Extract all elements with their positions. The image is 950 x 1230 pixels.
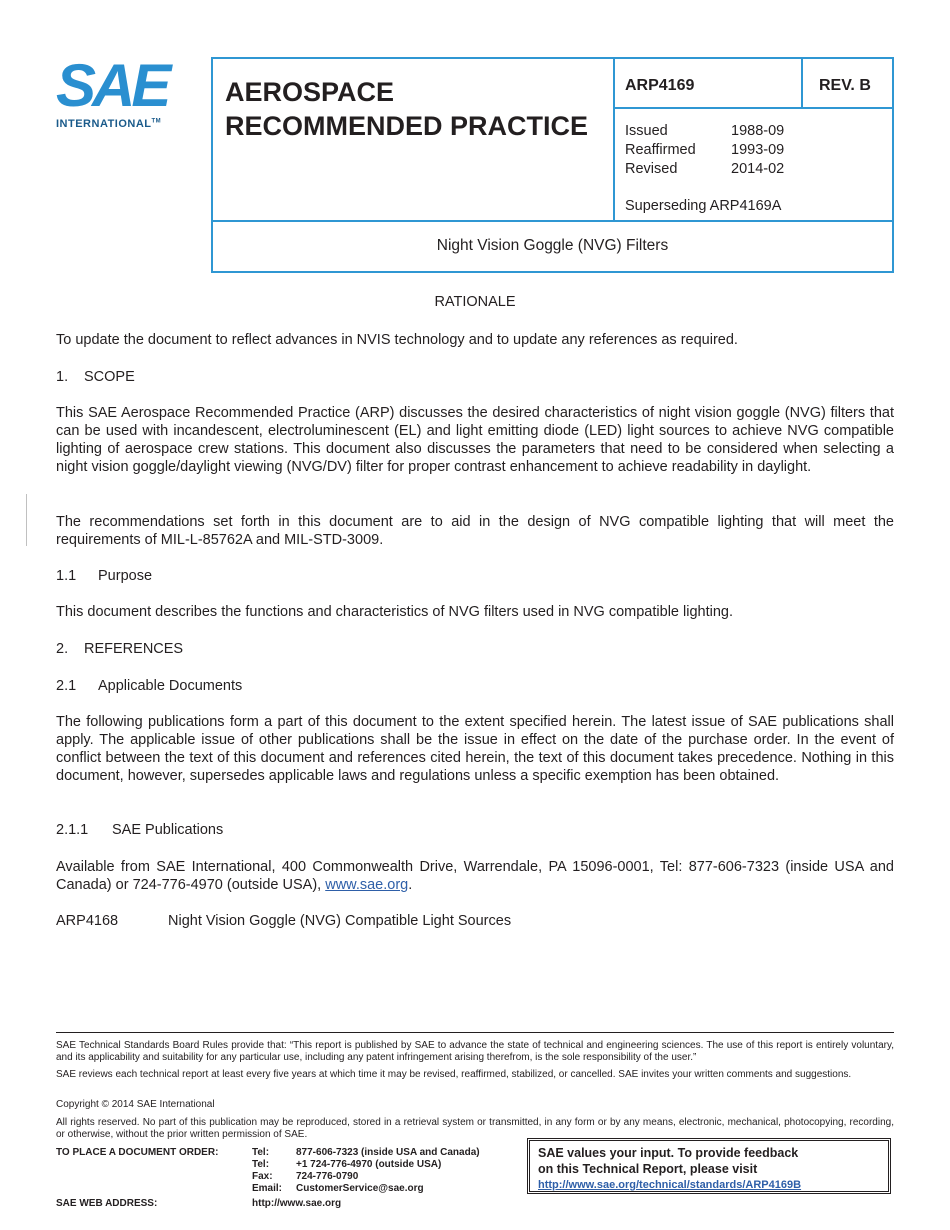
header-divider-rev [801, 59, 803, 109]
tel-label: Tel: [252, 1147, 270, 1158]
section-number: 2. [56, 641, 69, 657]
scope-paragraph-1: This SAE Aerospace Recommended Practice (ARP) discusses the desired characteristics of night vision goggle (NVG) filters that can be used with incandescent, electroluminescent (EL) and light emitting diode (LED) light sources to achieve NVG compatible lighting of aerospace crew stations. This document also discusses the parameters that need to be considered when selecting a night vision goggle/daylight viewing (NVG/DV) filter for proper contrast enhancement to achieve readability in daylight. [56, 405, 894, 475]
fax-label: Fax: [252, 1171, 273, 1182]
scope-paragraph-2: The recommendations set forth in this document are to aid in the design of NVG compatible lighting that will meet the requirements of MIL-L-85762A and MIL-STD-3009. [56, 514, 894, 548]
header-divider-horizontal [613, 107, 892, 109]
revised-date: 2014-02 [731, 161, 785, 177]
reaffirmed-label: Reaffirmed [625, 142, 696, 158]
purpose-paragraph: This document describes the functions and characteristics of NVG filters used in NVG compatible lighting. [56, 604, 733, 620]
superseding-note: Superseding ARP4169A [625, 198, 782, 214]
section-title: REFERENCES [84, 641, 184, 657]
document-type-title [225, 75, 588, 143]
applicable-documents-paragraph: The following publications form a part of this document to the extent specified herein. The latest issue of SAE publications shall apply. The applicable issue of other publications shall be the issue in effect on the date of the purchase order. In the event of conflict between the text of this document and references cited herein, the text of this document takes precedence. Nothing in this document, however, supersedes applicable laws and regulations unless a specific exemption has been obtained. [56, 714, 894, 784]
section-number: 1.1 [56, 568, 77, 584]
date-values [731, 122, 784, 179]
reference-entry [56, 912, 511, 930]
order-label: TO PLACE A DOCUMENT ORDER: [56, 1147, 219, 1158]
section-number: 2.1.1 [56, 822, 89, 838]
sae-website-link[interactable]: www.sae.org [325, 877, 409, 893]
logo-subtitle-text: INTERNATIONAL [56, 118, 152, 130]
standards-board-rules: SAE Technical Standards Board Rules provide that: “This report is published by SAE to advance the state of technical and engineering sciences. The use of this report is entirely voluntary, and its applicability and suitability for any particular use, including any patent infringement arising therefrom, is the sole responsibility of the user.” [56, 1040, 894, 1063]
web-address-label: SAE WEB ADDRESS: [56, 1198, 158, 1209]
tel-value: 877-606-7323 (inside USA and Canada) [296, 1147, 480, 1158]
contact-labels [252, 1147, 282, 1195]
margin-mark [26, 494, 27, 546]
section-title: SCOPE [84, 369, 135, 385]
section-1-1-heading [56, 567, 152, 585]
issued-date: 1988-09 [731, 123, 785, 139]
feedback-link[interactable]: http://www.sae.org/technical/standards/ARP4169B [538, 1179, 802, 1191]
document-number: ARP4169 [625, 77, 695, 94]
availability-end: . [408, 877, 413, 893]
reference-title: Night Vision Goggle (NVG) Compatible Light Sources [168, 913, 512, 929]
section-title: SAE Publications [112, 822, 224, 838]
sae-logo [56, 52, 186, 136]
revised-label: Revised [625, 161, 678, 177]
header-divider-vertical [613, 59, 615, 222]
review-notice: SAE reviews each technical report at least every five years at which time it may be revised, reaffirmed, stabilized, or cancelled. SAE invites your written comments and suggestions. [56, 1069, 852, 1080]
document-header-box [211, 57, 894, 273]
feedback-line-1: SAE values your input. To provide feedback [538, 1146, 799, 1160]
reference-code: ARP4168 [56, 913, 119, 929]
tel2-label: Tel: [252, 1159, 270, 1170]
section-2-1-heading [56, 677, 242, 695]
revision-label: REV. B [819, 77, 871, 94]
web-address-link[interactable]: http://www.sae.org [252, 1198, 342, 1209]
section-1-heading [56, 368, 135, 386]
email-value[interactable]: CustomerService@sae.org [296, 1183, 424, 1194]
logo-letters: SAE [56, 52, 168, 119]
section-number: 1. [56, 369, 69, 385]
rationale-text: To update the document to reflect advances in NVIS technology and to update any references as required. [56, 332, 738, 348]
availability-text: Available from SAE International, 400 Commonwealth Drive, Warrendale, PA 15096-0001, Tel: 877-606-7323 (inside USA and Canada) or 724-776-4970 (outside USA), [56, 859, 894, 893]
issued-label: Issued [625, 123, 668, 139]
section-title: Applicable Documents [98, 678, 243, 694]
rationale-heading: RATIONALE [434, 294, 516, 310]
document-title: Night Vision Goggle (NVG) Filters [436, 237, 669, 254]
section-2-heading [56, 640, 183, 658]
section-2-1-1-heading [56, 821, 223, 839]
sae-publications-paragraph [56, 858, 894, 894]
rights-notice: All rights reserved. No part of this publication may be reproduced, stored in a retrieval system or transmitted, in any form or by any means, electronic, mechanical, photocopying, recording, or otherwise, without the prior written permission of SAE. [56, 1117, 894, 1140]
email-label: Email: [252, 1183, 283, 1194]
date-labels [625, 122, 696, 179]
title-line-2: RECOMMENDED PRACTICE [225, 111, 589, 141]
feedback-box [527, 1138, 891, 1194]
contact-values [296, 1147, 480, 1195]
reaffirmed-date: 1993-09 [731, 142, 785, 158]
footer-rule [56, 1032, 894, 1033]
copyright-notice: Copyright © 2014 SAE International [56, 1099, 215, 1110]
logo-subtitle [56, 118, 186, 130]
fax-value: 724-776-0790 [296, 1171, 359, 1182]
trademark-mark: TM [151, 118, 162, 125]
tel2-value: +1 724-776-4970 (outside USA) [296, 1159, 442, 1170]
header-divider-title [213, 220, 892, 222]
feedback-line-2: on this Technical Report, please visit [538, 1162, 758, 1176]
section-title: Purpose [98, 568, 153, 584]
section-number: 2.1 [56, 678, 77, 694]
title-line-1: AEROSPACE [225, 77, 395, 107]
